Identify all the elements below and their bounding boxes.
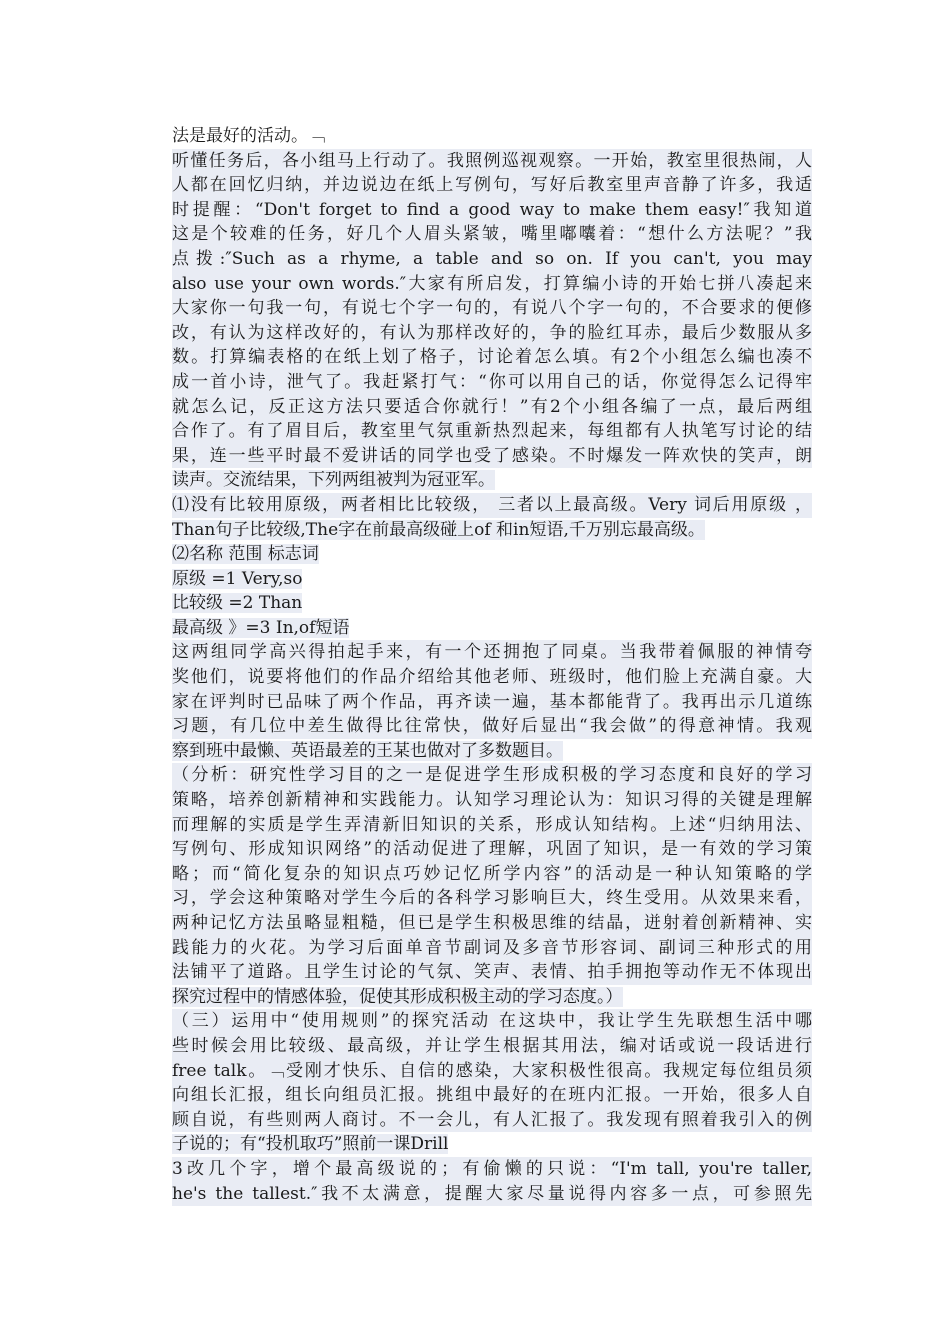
document-body (172, 124, 812, 1206)
text-line: 大家你一句我一句，有说七个字一句的，有说八个字一句的，不合要求的便修 (172, 296, 812, 321)
text-line: 这是个较难的任务，好几个人眉头紧皱，嘴里嘟囔着：“想什么方法呢？”我 (172, 222, 812, 247)
text-line: 成一首小诗，泄气了。我赶紧打气：“你可以用自己的话，你觉得怎么记得牢 (172, 370, 812, 395)
text-line: 略；而“简化复杂的知识点巧妙记忆所学内容”的活动是一种认知策略的学 (172, 862, 812, 887)
text-line: 两种记忆方法虽略显粗糙，但已是学生积极思维的结晶，迸射着创新精神、实 (172, 911, 812, 936)
text-line: 习，学会这种策略对学生今后的各科学习影响巨大，终生受用。从效果来看， (172, 886, 812, 911)
text-line: 这两组同学高兴得拍起手来，有一个还拥抱了同桌。当我带着佩服的神情夸 (172, 640, 812, 665)
text-line: 向组长汇报，组长向组员汇报。挑组中最好的在班内汇报。一开始，很多人自 (172, 1083, 812, 1108)
text-line: free talk。﹁受刚才快乐、自信的感染，大家积极性很高。我规定每位组员须 (172, 1059, 812, 1084)
text-line: 写例句、形成知识网络”的活动促进了理解，巩固了知识，是一有效的学习策 (172, 837, 812, 862)
text-line: （分析：研究性学习目的之一是促进学生形成积极的学习态度和良好的学习 (172, 763, 812, 788)
text-line: 点拨:″Such as a rhyme, a table and so on. If you can't, you may (172, 247, 812, 272)
text-line: 察到班中最懒、英语最差的王某也做对了多数题目。 (172, 740, 563, 761)
text-line: 果，连一些平时最不爱讲话的同学也受了感染。不时爆发一阵欢快的笑声，朗 (172, 444, 812, 469)
text-line: also use your own words.″大家有所启发，打算编小诗的开始七拼八凑起来 (172, 272, 812, 297)
text-line: ⑴没有比较用原级，两者相比比较级， 三者以上最高级。Very 词后用原级 ， (172, 493, 812, 518)
text-line: 奖他们，说要将他们的作品介绍给其他老师、班级时，他们脸上充满自豪。大 (172, 665, 812, 690)
text-line: 改，有认为这样改好的，有认为那样改好的，争的脸红耳赤，最后少数服从多 (172, 321, 812, 346)
text-line: 法是最好的活动。﹁ (172, 126, 325, 146)
text-line: 合作了。有了眉目后，教室里气氛重新热烈起来，每组都有人执笔写讨论的结 (172, 419, 812, 444)
text-line: 时提醒：“Don't forget to find a good way to make them easy!″我知道 (172, 198, 812, 223)
text-line: 策略，培养创新精神和实践能力。认知学习理论认为：知识习得的关键是理解 (172, 788, 812, 813)
text-line: 原级 =1 Very,so (172, 568, 303, 589)
text-line: 探究过程中的情感体验，促使其形成积极主动的学习态度。） (172, 986, 623, 1007)
text-line: he's the tallest.″我不太满意，提醒大家尽量说得内容多一点，可参照先 (172, 1182, 812, 1207)
text-line: 读声。交流结果，下列两组被判为冠亚军。 (172, 470, 495, 491)
text-line: 听懂任务后，各小组马上行动了。我照例巡视观察。一开始，教室里很热闹，人 (172, 149, 812, 174)
text-line: 数。打算编表格的在纸上划了格子，讨论着怎么填。有2个小组怎么编也凑不 (172, 345, 812, 370)
text-line: 最高级 》=3 In,of短语 (172, 617, 350, 638)
text-line: 比较级 =2 Than (172, 593, 303, 614)
text-line: 些时候会用比较级、最高级，并让学生根据其用法，编对话或说一段话进行 (172, 1034, 812, 1059)
text-line: Than句子比较级,The字在前最高级碰上of 和in短语,千万别忘最高级。 (172, 519, 705, 540)
text-line: 3改几个字，增个最高级说的；有偷懒的只说：“I'm tall, you're taller, (172, 1157, 812, 1182)
text-line: 子说的；有“投机取巧”照前一课Drill (172, 1134, 449, 1155)
text-line: 法铺平了道路。且学生讨论的气氛、笑声、表情、拍手拥抱等动作无不体现出 (172, 960, 812, 985)
text-line: 家在评判时已品味了两个作品，再齐读一遍，基本都能背了。我再出示几道练 (172, 690, 812, 715)
text-line: 顾自说，有些则两人商讨。不一会儿，有人汇报了。我发现有照着我引入的例 (172, 1108, 812, 1133)
text-line: （三）运用中“使用规则”的探究活动 在这块中，我让学生先联想生活中哪 (172, 1009, 812, 1034)
text-line: ⑵名称 范围 标志词 (172, 544, 319, 565)
text-line: 人都在回忆归纳，并边说边在纸上写例句，写好后教室里声音静了许多，我适 (172, 173, 812, 198)
text-line: 践能力的火花。为学习后面单音节副词及多音节形容词、副词三种形式的用 (172, 936, 812, 961)
text-line: 而理解的实质是学生弄清新旧知识的关系，形成认知结构。上述“归纳用法、 (172, 813, 812, 838)
text-line: 就怎么记，反正这方法只要适合你就行！”有2个小组各编了一点，最后两组 (172, 395, 812, 420)
text-line: 习题，有几位中差生做得比往常快，做好后显出“我会做”的得意神情。我观 (172, 714, 812, 739)
